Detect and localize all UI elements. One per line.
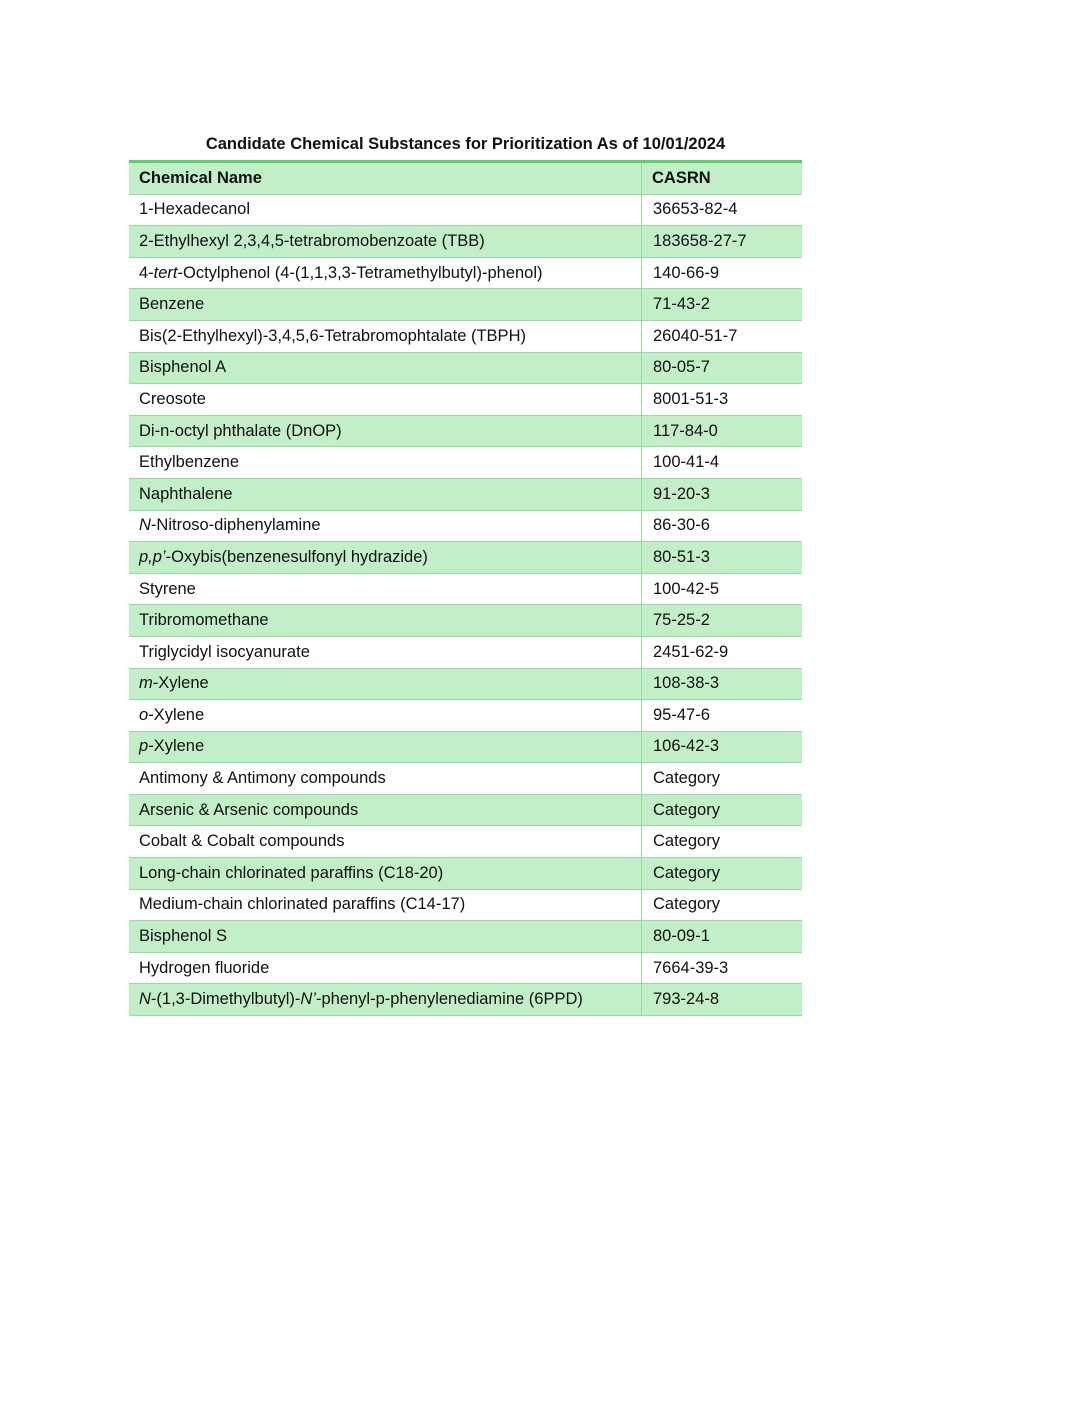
chemical-name-cell <box>129 952 642 984</box>
table-row <box>129 984 802 1016</box>
chemical-name-part: Benzene <box>139 295 205 314</box>
casrn-cell: 26040-51-7 <box>642 320 803 352</box>
chemical-name-part: Hydrogen fluoride <box>139 958 270 977</box>
table-row <box>129 478 802 510</box>
table-header-row <box>129 162 802 195</box>
chemical-name-part: -Xylene <box>148 737 205 756</box>
chemical-name-part: -Oxybis(benzenesulfonyl hydrazide) <box>165 547 428 566</box>
table-row <box>129 826 802 858</box>
chemical-name-part: Tribromomethane <box>139 611 269 630</box>
column-header-chemical-name: Chemical Name <box>129 162 642 195</box>
chemical-name-part: Di-n-octyl phthalate (DnOP) <box>139 421 342 440</box>
chemical-substances-table <box>129 160 802 1016</box>
chemical-name-cell <box>129 636 642 668</box>
chemical-name-part: Creosote <box>139 389 206 408</box>
chemical-name-part: Naphthalene <box>139 484 233 503</box>
casrn-cell: 2451-62-9 <box>642 636 803 668</box>
chemical-name-cell <box>129 605 642 637</box>
casrn-cell: 91-20-3 <box>642 478 803 510</box>
table-row <box>129 668 802 700</box>
casrn-cell: 7664-39-3 <box>642 952 803 984</box>
chemical-name-cell <box>129 826 642 858</box>
chemical-name-cell <box>129 352 642 384</box>
chemical-name-cell <box>129 226 642 258</box>
chemical-name-cell <box>129 194 642 226</box>
chemical-name-cell <box>129 415 642 447</box>
table-row <box>129 226 802 258</box>
chemical-name-part: 4- <box>139 263 154 282</box>
casrn-cell: Category <box>642 826 803 858</box>
table-row <box>129 731 802 763</box>
chemical-name-part: -Xylene <box>152 674 209 693</box>
casrn-cell: 71-43-2 <box>642 289 803 321</box>
chemical-name-cell <box>129 668 642 700</box>
casrn-cell: 80-09-1 <box>642 921 803 953</box>
chemical-name-italic-part: N <box>139 990 151 1009</box>
casrn-cell: 80-51-3 <box>642 542 803 574</box>
chemical-name-italic-part: o <box>139 705 149 724</box>
chemical-name-cell <box>129 542 642 574</box>
chemical-name-cell <box>129 889 642 921</box>
chemical-name-cell <box>129 921 642 953</box>
chemical-name-part: -phenyl-p-phenylenediamine (6PPD) <box>315 990 583 1009</box>
table-row <box>129 763 802 795</box>
table-row <box>129 510 802 542</box>
table-row <box>129 289 802 321</box>
casrn-cell: 100-42-5 <box>642 573 803 605</box>
chemical-name-part: Arsenic & Arsenic compounds <box>139 800 359 819</box>
chemical-name-cell <box>129 257 642 289</box>
casrn-cell: 140-66-9 <box>642 257 803 289</box>
chemical-name-part: 1-Hexadecanol <box>139 200 250 219</box>
chemical-name-cell <box>129 700 642 732</box>
casrn-cell: 86-30-6 <box>642 510 803 542</box>
chemical-name-italic-part: p <box>139 737 149 756</box>
table-row <box>129 700 802 732</box>
chemical-name-part: 2-Ethylhexyl 2,3,4,5-tetrabromobenzoate (TBB) <box>139 231 485 250</box>
chemical-name-cell <box>129 289 642 321</box>
chemical-name-part: Medium-chain chlorinated paraffins (C14-17) <box>139 895 466 914</box>
table-row <box>129 194 802 226</box>
chemical-name-part: Triglycidyl isocyanurate <box>139 642 310 661</box>
table-row <box>129 542 802 574</box>
table-row <box>129 858 802 890</box>
chemical-name-part: Bisphenol S <box>139 927 228 946</box>
chemical-name-cell <box>129 320 642 352</box>
table-row <box>129 352 802 384</box>
chemical-name-cell <box>129 794 642 826</box>
casrn-cell: 95-47-6 <box>642 700 803 732</box>
table-row <box>129 447 802 479</box>
casrn-cell: 8001-51-3 <box>642 384 803 416</box>
chemical-name-cell <box>129 731 642 763</box>
table-row <box>129 415 802 447</box>
casrn-cell: 106-42-3 <box>642 731 803 763</box>
chemical-name-part: Bis(2-Ethylhexyl)-3,4,5,6-Tetrabromophtalate (TBPH) <box>139 326 526 345</box>
chemical-name-cell <box>129 478 642 510</box>
chemical-name-cell <box>129 858 642 890</box>
chemical-name-part: Ethylbenzene <box>139 453 239 472</box>
table-row <box>129 921 802 953</box>
chemical-name-part: Bisphenol A <box>139 358 227 377</box>
casrn-cell: Category <box>642 889 803 921</box>
chemical-name-part: -Nitroso-diphenylamine <box>150 516 321 535</box>
chemical-name-part: Antimony & Antimony compounds <box>139 769 386 788</box>
casrn-cell: 36653-82-4 <box>642 194 803 226</box>
chemical-name-part: -Xylene <box>148 705 205 724</box>
chemical-name-cell <box>129 510 642 542</box>
chemical-name-italic-part: tert <box>153 263 178 282</box>
table-body <box>129 194 802 1015</box>
chemical-name-part: -Octylphenol (4-(1,1,3,3-Tetramethylbutyl)-phenol) <box>177 263 543 282</box>
casrn-cell: 100-41-4 <box>642 447 803 479</box>
chemical-name-part: Cobalt & Cobalt compounds <box>139 832 345 851</box>
chemical-name-italic-part: N’ <box>300 990 316 1009</box>
casrn-cell: 117-84-0 <box>642 415 803 447</box>
chemical-name-part: Styrene <box>139 579 196 598</box>
table-row <box>129 573 802 605</box>
chemical-name-cell <box>129 573 642 605</box>
casrn-cell: 183658-27-7 <box>642 226 803 258</box>
casrn-cell: 793-24-8 <box>642 984 803 1016</box>
chemical-name-part: Long-chain chlorinated paraffins (C18-20) <box>139 863 444 882</box>
table-row <box>129 384 802 416</box>
table-row <box>129 952 802 984</box>
table-row <box>129 636 802 668</box>
table-row <box>129 889 802 921</box>
chemical-name-italic-part: N <box>139 516 151 535</box>
table-row <box>129 605 802 637</box>
table-row <box>129 794 802 826</box>
chemical-name-cell <box>129 384 642 416</box>
casrn-cell: 75-25-2 <box>642 605 803 637</box>
casrn-cell: 80-05-7 <box>642 352 803 384</box>
chemical-name-cell <box>129 763 642 795</box>
chemical-name-cell <box>129 447 642 479</box>
chemical-name-italic-part: p,p’ <box>139 547 166 566</box>
casrn-cell: Category <box>642 794 803 826</box>
table-row <box>129 257 802 289</box>
page-title: Candidate Chemical Substances for Prioritization As of 10/01/2024 <box>205 135 726 153</box>
chemical-name-italic-part: m <box>139 674 153 693</box>
table-row <box>129 320 802 352</box>
casrn-cell: Category <box>642 763 803 795</box>
chemical-name-part: -(1,3-Dimethylbutyl)- <box>150 990 301 1009</box>
column-header-casrn: CASRN <box>642 162 803 195</box>
casrn-cell: Category <box>642 858 803 890</box>
casrn-cell: 108-38-3 <box>642 668 803 700</box>
chemical-name-cell <box>129 984 642 1016</box>
